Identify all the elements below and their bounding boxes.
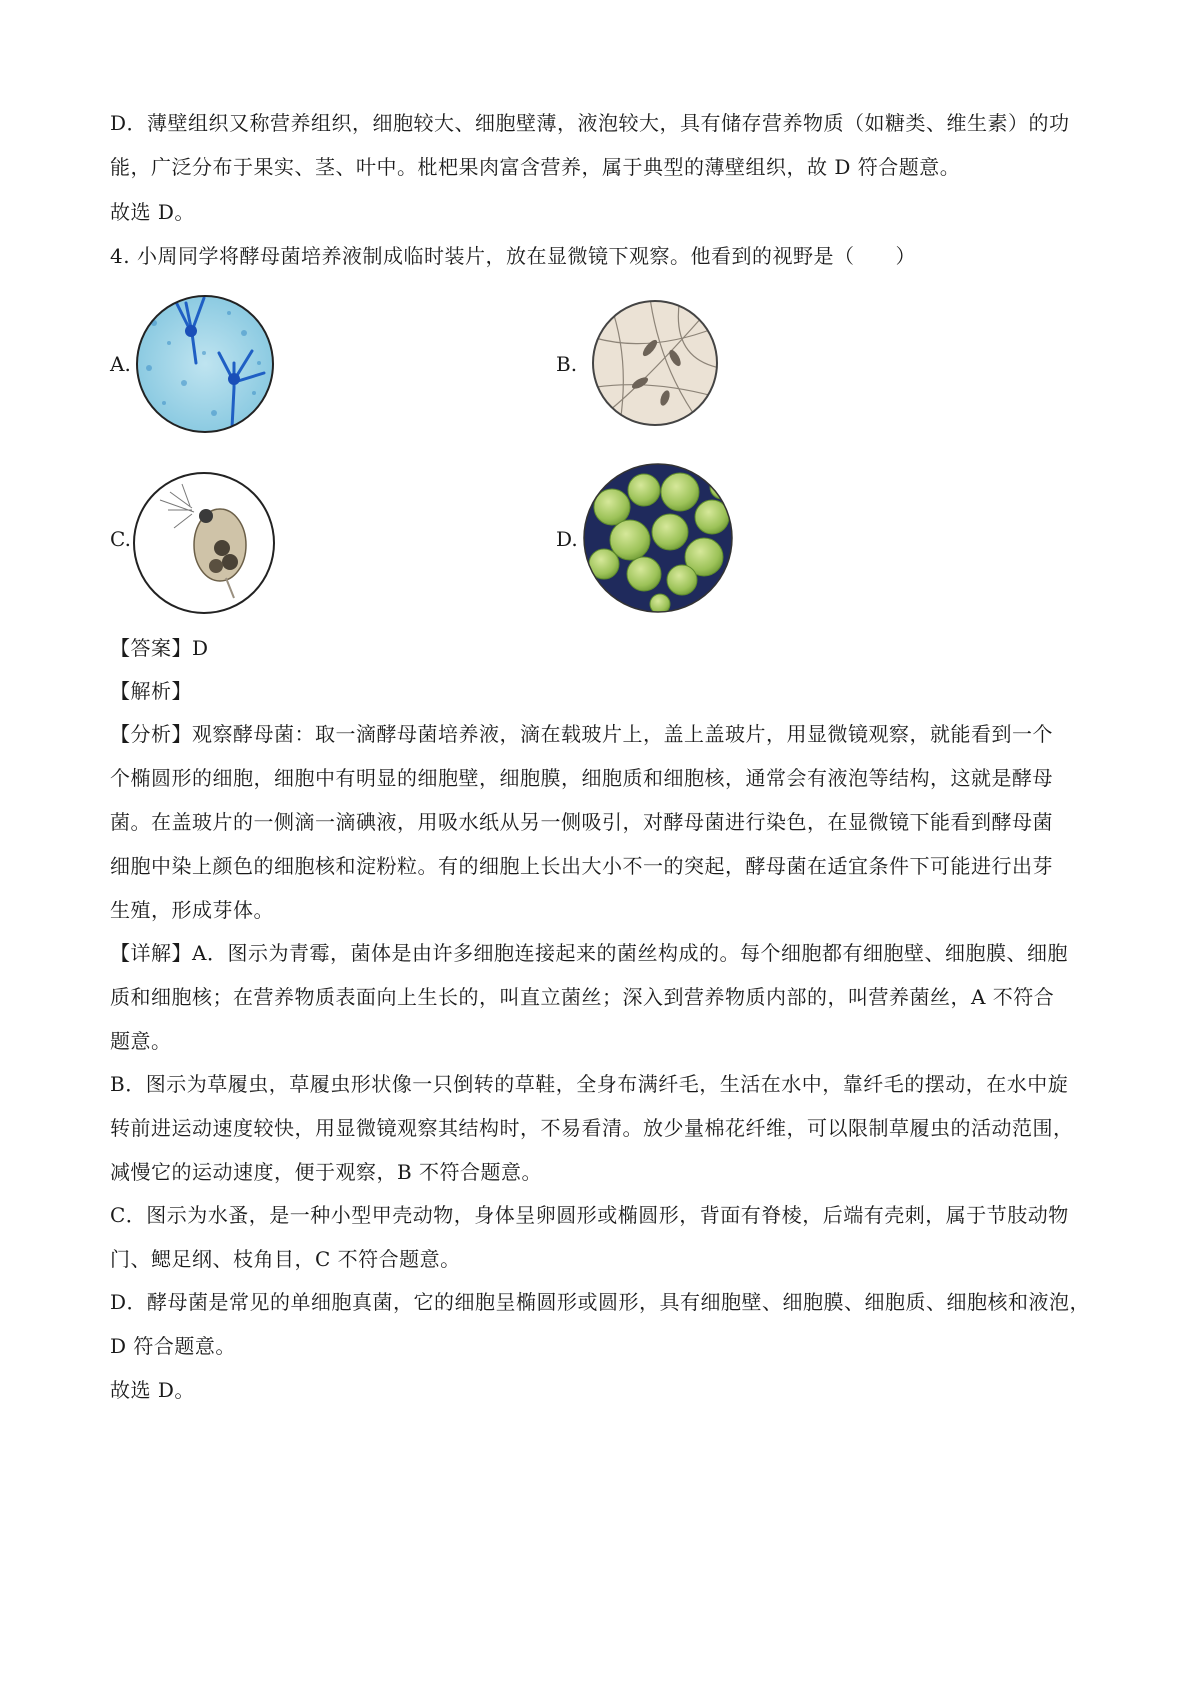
analysis-heading: 【解析】 (110, 679, 192, 703)
analysis-line-4: 细胞中染上颜色的细胞核和淀粉粒。有的细胞上长出大小不一的突起，酵母菌在适宜条件下可能进行出芽 (110, 854, 1053, 878)
option-b-image (590, 298, 720, 428)
detail-line-2: 质和细胞核；在营养物质表面向上生长的，叫直立菌丝；深入到营养物质内部的，叫营养菌丝，A 不符合 (110, 985, 1055, 1009)
detail-line-6: 减慢它的运动速度，便于观察，B 不符合题意。 (110, 1160, 543, 1184)
detail-line-7: C．图示为水蚤，是一种小型甲壳动物，身体呈卵圆形或椭圆形，背面有脊棱，后端有壳刺，属于节肢动物 (110, 1203, 1069, 1227)
detail-line-4: B．图示为草履虫，草履虫形状像一只倒转的草鞋，全身布满纤毛，生活在水中，靠纤毛的摆动，在水中旋 (110, 1072, 1069, 1096)
detail-line-3: 题意。 (110, 1029, 172, 1053)
detail-line-1: 【详解】A．图示为青霉，菌体是由许多细胞连接起来的菌丝构成的。每个细胞都有细胞壁、细胞膜、细胞 (110, 941, 1068, 965)
detail-line-9: D．酵母菌是常见的单细胞真菌，它的细胞呈椭圆形或圆形，具有细胞壁、细胞膜、细胞质、细胞核和液泡， (110, 1290, 1091, 1314)
answer: 【答案】D (110, 636, 209, 660)
option-a-label: A. (110, 352, 131, 376)
option-a-image (134, 293, 276, 435)
question-text: 4. 小周同学将酵母菌培养液制成临时装片，放在显微镜下观察。他看到的视野是（ ） (110, 244, 916, 268)
detail-line-5: 转前进运动速度较快，用显微镜观察其结构时，不易看清。放少量棉花纤维，可以限制草履虫的活动范围， (110, 1116, 1074, 1140)
analysis-line-5: 生殖，形成芽体。 (110, 898, 274, 922)
detail-line-8: 门、鳃足纲、枝角目，C 不符合题意。 (110, 1247, 461, 1271)
option-b-label: B. (556, 352, 578, 376)
detail-line-10: D 符合题意。 (110, 1334, 236, 1358)
final-choice: 故选 D。 (110, 1378, 195, 1402)
analysis-line-3: 菌。在盖玻片的一侧滴一滴碘液，用吸水纸从另一侧吸引，对酵母菌进行染色，在显微镜下能看到酵母菌 (110, 810, 1053, 834)
option-d-label: D. (556, 527, 578, 551)
prev-option-d-line-1: D．薄壁组织又称营养组织，细胞较大、细胞壁薄，液泡较大，具有储存营养物质（如糖类、维生素）的功 (110, 111, 1070, 135)
option-d-image (582, 462, 734, 614)
option-c-image (130, 470, 278, 616)
option-c-label: C. (110, 527, 131, 551)
prev-option-d-line-2: 能，广泛分布于果实、茎、叶中。枇杷果肉富含营养，属于典型的薄壁组织，故 D 符合题意。 (110, 155, 961, 179)
analysis-line-1: 【分析】观察酵母菌：取一滴酵母菌培养液，滴在载玻片上，盖上盖玻片，用显微镜观察，就能看到一个 (110, 722, 1053, 746)
analysis-line-2: 个椭圆形的细胞，细胞中有明显的细胞壁，细胞膜，细胞质和细胞核，通常会有液泡等结构，这就是酵母 (110, 766, 1053, 790)
prev-choose: 故选 D。 (110, 200, 195, 224)
